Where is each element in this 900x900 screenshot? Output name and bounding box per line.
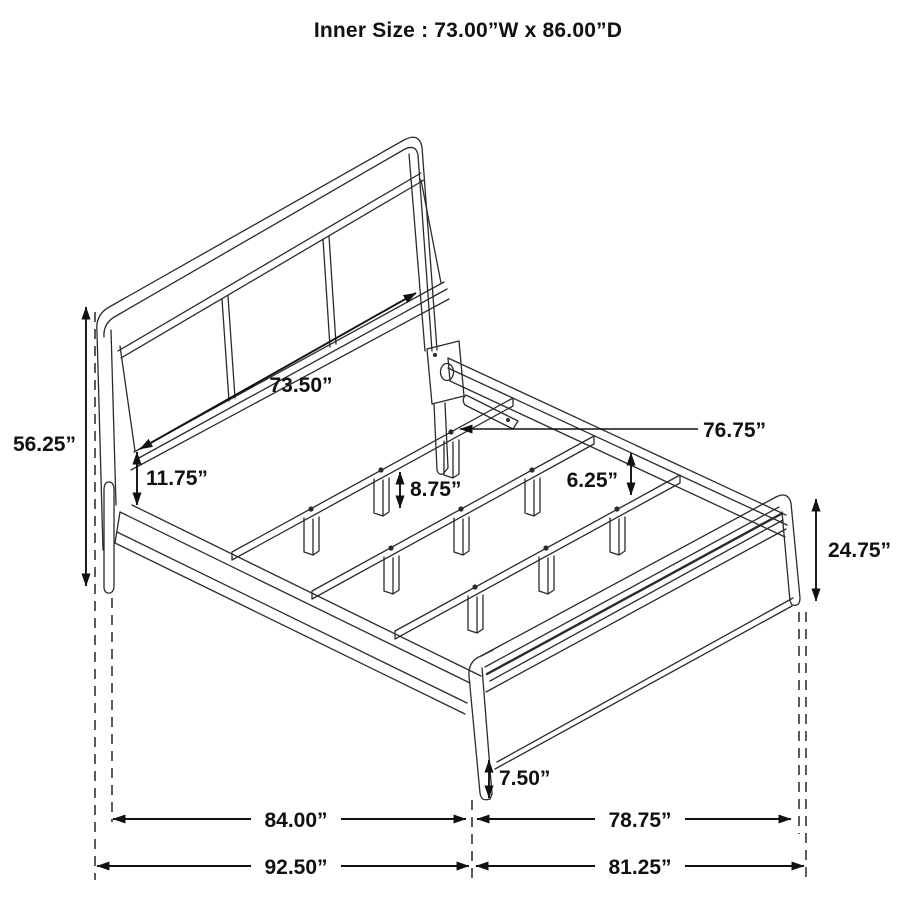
dim-inner-length [113,806,466,832]
headboard-inner-edge [104,147,432,351]
footboard-height-label: 24.75” [828,539,892,562]
slat-leg-height-label: 8.75” [410,478,462,501]
headboard-outer-edge [97,137,437,350]
dim-headboard-width [140,293,416,449]
headboard-width-label: 73.50” [269,374,333,397]
page-title: Inner Size : 73.00”W x 86.00”D [313,19,623,42]
footboard-groove [487,514,781,674]
dim-footboard-leg-height [489,760,550,798]
overall-length-label: 92.50” [264,856,328,879]
headboard-height-label: 56.25” [12,433,76,456]
inner-length-label: 84.00” [264,809,328,832]
dim-rail-to-slat-gap [567,453,631,495]
footboard-leg-label: 7.50” [499,767,551,790]
rail-slat-gap-label: 6.25” [566,469,618,492]
dim-overall-width [476,853,804,879]
dim-slat-leg-height [400,472,461,508]
slat-1 [232,398,513,560]
headboard-left-leg [97,330,116,550]
headboard-right-leg [434,403,448,474]
dim-overall-length [97,853,469,879]
dimensions [13,293,891,879]
dim-footboard-height [816,499,891,601]
dim-inner-width [477,806,791,832]
overall-width-label: 81.25” [608,856,672,879]
extension-lines [95,312,806,880]
front-rail-top [120,512,470,683]
rail-length-label: 76.75” [703,419,767,442]
inner-width-label: 78.75” [608,809,672,832]
dim-rail-length [460,419,766,442]
panel-gap-label: 11.75” [146,467,208,490]
footboard [469,495,800,800]
headboard-mullion-1 [222,296,235,401]
slat-screws [308,429,619,589]
dim-panel-to-rail-gap [137,452,208,505]
dim-headboard-height [13,307,86,586]
headboard-mullion-2 [323,236,336,347]
footboard-right-post [776,495,791,503]
side-rails [115,358,787,714]
